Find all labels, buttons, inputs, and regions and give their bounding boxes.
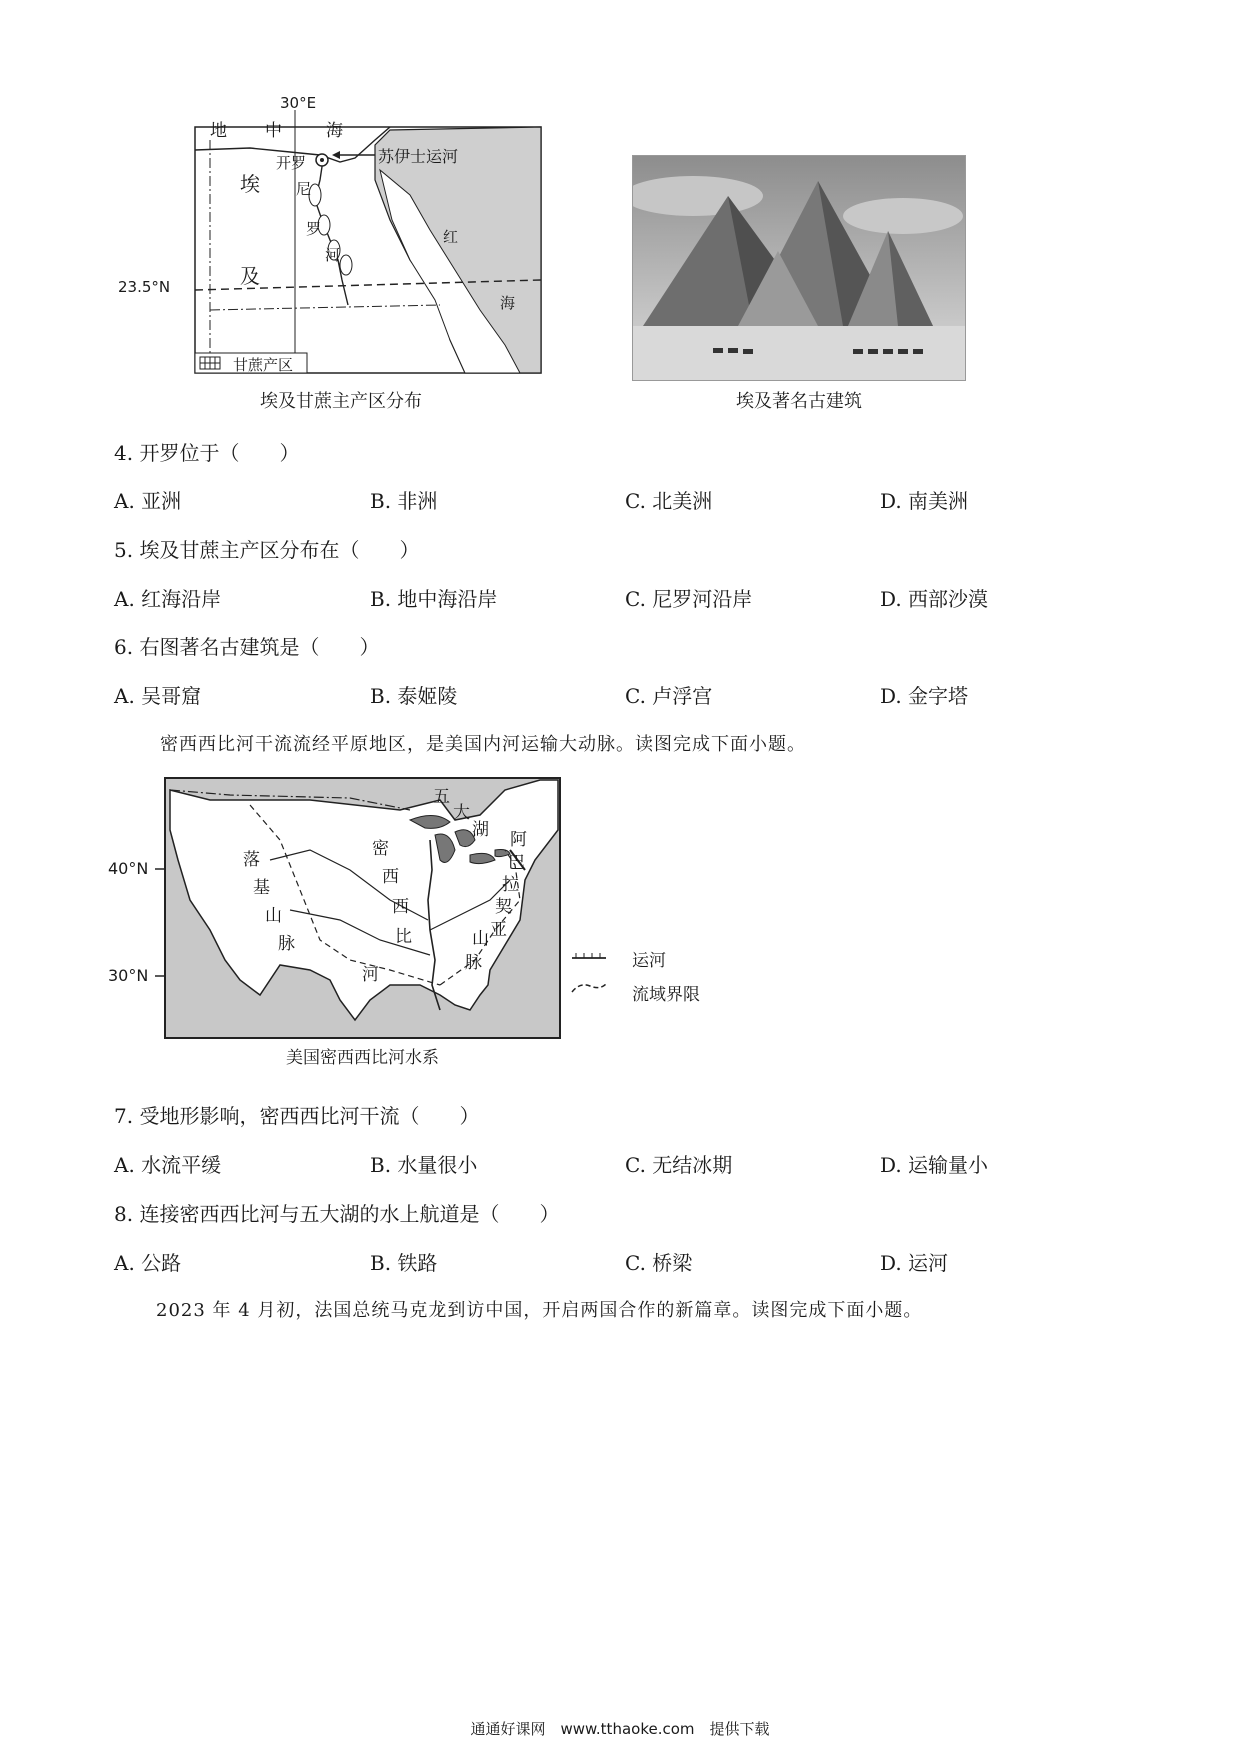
question-5: 5. 埃及甘蔗主产区分布在（ ）: [114, 538, 420, 562]
rocky-label-4: 脉: [278, 934, 295, 954]
lat-40-label: 40°N: [108, 859, 149, 878]
sea-label-3: 海: [326, 121, 343, 141]
question-8: 8. 连接密西西比河与五大湖的水上航道是（ ）: [114, 1202, 560, 1226]
q5-option-a[interactable]: A. 红海沿岸: [114, 587, 222, 611]
question-7: 7. 受地形影响，密西西比河干流（ ）: [114, 1104, 480, 1128]
q6-option-c[interactable]: C. 卢浮宫: [625, 684, 713, 708]
appalachian-label-6: 山: [472, 929, 489, 949]
q4-option-a[interactable]: A. 亚洲: [114, 489, 182, 513]
figure3-caption: 美国密西西比河水系: [286, 1048, 439, 1068]
country-label-2: 及: [240, 264, 260, 288]
appalachian-label-1: 阿: [510, 830, 527, 850]
q8-option-b[interactable]: B. 铁路: [370, 1251, 438, 1275]
appalachian-label-7: 脉: [465, 953, 482, 973]
intro-france: 2023 年 4 月初，法国总统马克龙到访中国，开启两国合作的新篇章。读图完成下面小题。: [156, 1300, 923, 1321]
q6-option-a[interactable]: A. 吴哥窟: [114, 684, 202, 708]
q4-option-d[interactable]: D. 南美洲: [880, 489, 969, 513]
q5-option-c[interactable]: C. 尼罗河沿岸: [625, 587, 753, 611]
figure1-caption: 埃及甘蔗主产区分布: [260, 391, 422, 412]
legend-canal: 运河: [632, 951, 666, 971]
q4-option-c[interactable]: C. 北美洲: [625, 489, 713, 513]
nile-label-1: 尼: [296, 180, 312, 198]
q7-option-b[interactable]: B. 水量很小: [370, 1153, 478, 1177]
lat-30-label: 30°N: [108, 966, 149, 985]
q5-option-b[interactable]: B. 地中海沿岸: [370, 587, 498, 611]
legend-sugarcane: 甘蔗产区: [233, 356, 294, 374]
figure2-caption: 埃及著名古建筑: [736, 391, 862, 412]
mississippi-label-5: 河: [362, 965, 379, 985]
question-4: 4. 开罗位于（ ）: [114, 441, 300, 465]
sea-label-1: 地: [210, 121, 227, 141]
rocky-label-1: 落: [243, 850, 260, 870]
cairo-label-2: 罗: [291, 154, 307, 172]
great-lakes-label-3: 湖: [472, 820, 489, 840]
mississippi-label-3: 西: [392, 897, 409, 917]
appalachian-label-2: 巴: [508, 853, 525, 873]
latitude-label: 23.5°N: [118, 278, 171, 296]
longitude-label: 30°E: [280, 94, 317, 112]
question-6: 6. 右图著名古建筑是（ ）: [114, 635, 380, 659]
q5-option-d[interactable]: D. 西部沙漠: [880, 587, 989, 611]
q8-option-d[interactable]: D. 运河: [880, 1251, 949, 1275]
legend-basin-boundary: 流域界限: [632, 985, 700, 1005]
mississippi-label-1: 密: [372, 839, 389, 859]
nile-label-3: 河: [325, 246, 341, 264]
red-sea-label-1: 红: [443, 228, 459, 246]
rocky-label-3: 山: [265, 906, 282, 926]
appalachian-label-3: 拉: [502, 875, 519, 895]
mississippi-map: [110, 770, 730, 1070]
pyramids-photo: [632, 155, 966, 381]
nile-label-2: 罗: [306, 220, 322, 238]
country-label-1: 埃: [240, 172, 260, 196]
mississippi-label-4: 比: [395, 927, 412, 947]
page-footer[interactable]: 通通好课网 www.tthaoke.com 提供下载: [470, 1720, 770, 1738]
intro-mississippi: 密西西比河干流流经平原地区，是美国内河运输大动脉。读图完成下面小题。: [160, 734, 806, 755]
suez-label: 苏伊士运河: [378, 147, 459, 166]
red-sea-label-2: 海: [500, 294, 516, 312]
q8-option-a[interactable]: A. 公路: [114, 1251, 182, 1275]
appalachian-label-5: 亚: [490, 920, 507, 940]
egypt-map: [110, 94, 550, 380]
q8-option-c[interactable]: C. 桥梁: [625, 1251, 693, 1275]
q6-option-d[interactable]: D. 金字塔: [880, 684, 969, 708]
great-lakes-label-2: 大: [453, 803, 470, 823]
great-lakes-label-1: 五: [433, 787, 450, 807]
q7-option-d[interactable]: D. 运输量小: [880, 1153, 989, 1177]
q4-option-b[interactable]: B. 非洲: [370, 489, 438, 513]
rocky-label-2: 基: [253, 878, 270, 898]
q7-option-c[interactable]: C. 无结冰期: [625, 1153, 733, 1177]
sea-label-2: 中: [265, 121, 282, 141]
q7-option-a[interactable]: A. 水流平缓: [114, 1153, 222, 1177]
mississippi-label-2: 西: [382, 867, 399, 887]
q6-option-b[interactable]: B. 泰姬陵: [370, 684, 458, 708]
appalachian-label-4: 契: [495, 897, 512, 917]
cairo-label-1: 开: [276, 154, 292, 172]
